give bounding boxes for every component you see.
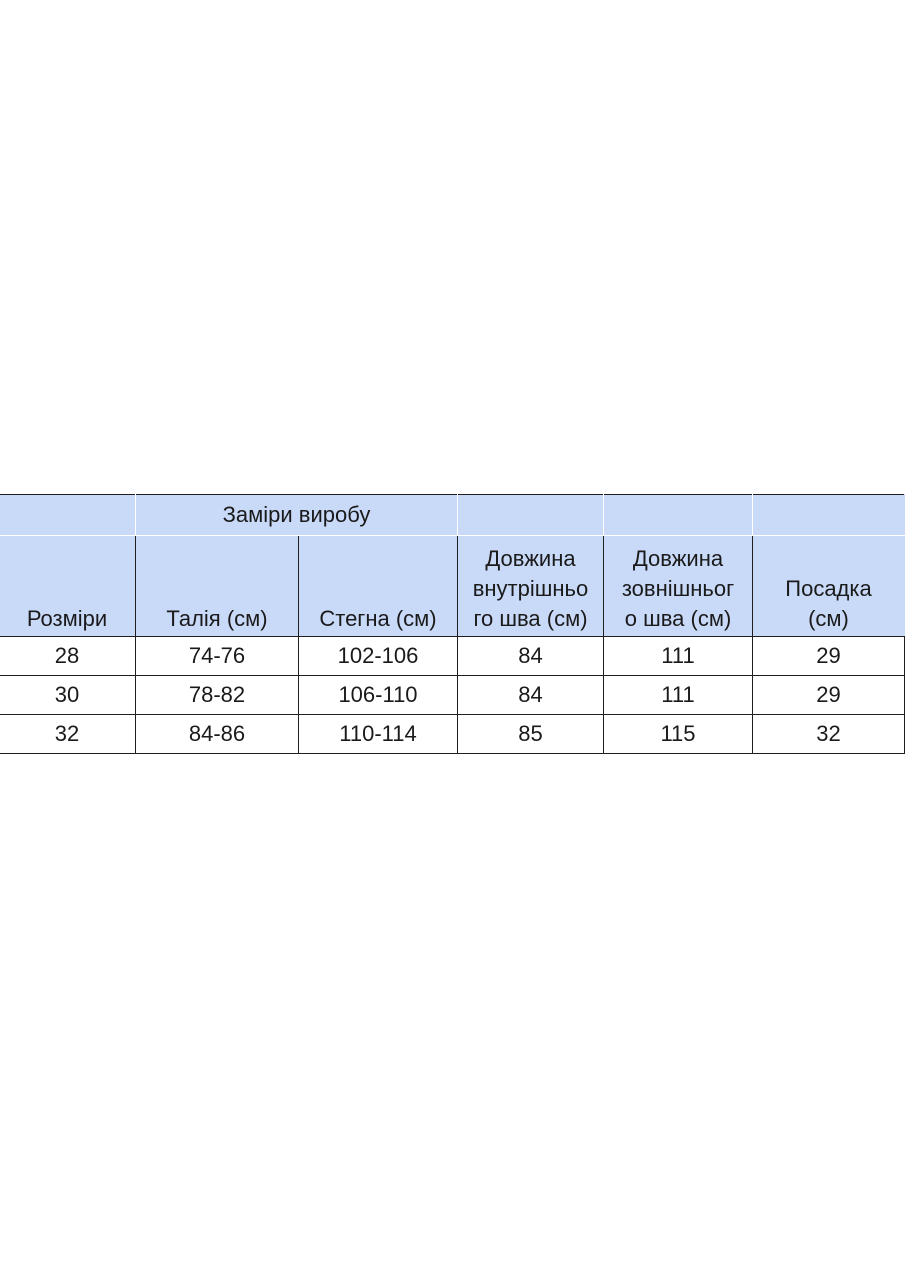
column-header-rise <box>753 536 905 637</box>
column-header-size <box>0 536 136 637</box>
size-chart-table <box>0 494 905 754</box>
cell-inseam: 85 <box>458 715 604 754</box>
column-header-label: Стегна (см) <box>319 606 437 631</box>
column-header-line: Довжина <box>632 546 724 571</box>
column-header-line: Довжина <box>485 546 576 571</box>
cell-rise: 29 <box>753 676 905 715</box>
column-header-line: Посадка <box>785 576 872 601</box>
column-header-label: Розміри <box>26 606 108 631</box>
header-row <box>0 536 905 637</box>
column-header-inseam <box>458 536 604 637</box>
header-group-empty-cell <box>604 495 753 536</box>
column-header-hips <box>299 536 458 637</box>
table-row <box>0 676 905 715</box>
column-header-line: о шва (см) <box>624 606 732 631</box>
cell-waist: 84-86 <box>136 715 299 754</box>
cell-waist: 78-82 <box>136 676 299 715</box>
cell-waist: 74-76 <box>136 637 299 676</box>
column-header-line: го шва (см) <box>473 606 588 631</box>
header-group-row <box>0 495 905 536</box>
cell-hips: 102-106 <box>299 637 458 676</box>
header-group-title: Заміри виробу <box>136 495 458 536</box>
header-group-empty-cell <box>458 495 604 536</box>
column-header-waist <box>136 536 299 637</box>
table-row <box>0 715 905 754</box>
cell-outseam: 115 <box>604 715 753 754</box>
column-header-line: (см) <box>808 606 849 631</box>
column-header-line: внутрішньо <box>472 576 589 601</box>
table-row <box>0 637 905 676</box>
cell-inseam: 84 <box>458 676 604 715</box>
cell-size: 30 <box>0 676 136 715</box>
column-header-outseam <box>604 536 753 637</box>
cell-hips: 106-110 <box>299 676 458 715</box>
header-group-empty-cell <box>0 495 136 536</box>
column-header-label: Талія (см) <box>166 606 268 631</box>
header-group-empty-cell <box>753 495 905 536</box>
cell-rise: 29 <box>753 637 905 676</box>
cell-outseam: 111 <box>604 637 753 676</box>
cell-size: 28 <box>0 637 136 676</box>
cell-inseam: 84 <box>458 637 604 676</box>
cell-hips: 110-114 <box>299 715 458 754</box>
cell-rise: 32 <box>753 715 905 754</box>
cell-outseam: 111 <box>604 676 753 715</box>
column-header-line: зовнішньог <box>621 576 735 601</box>
cell-size: 32 <box>0 715 136 754</box>
